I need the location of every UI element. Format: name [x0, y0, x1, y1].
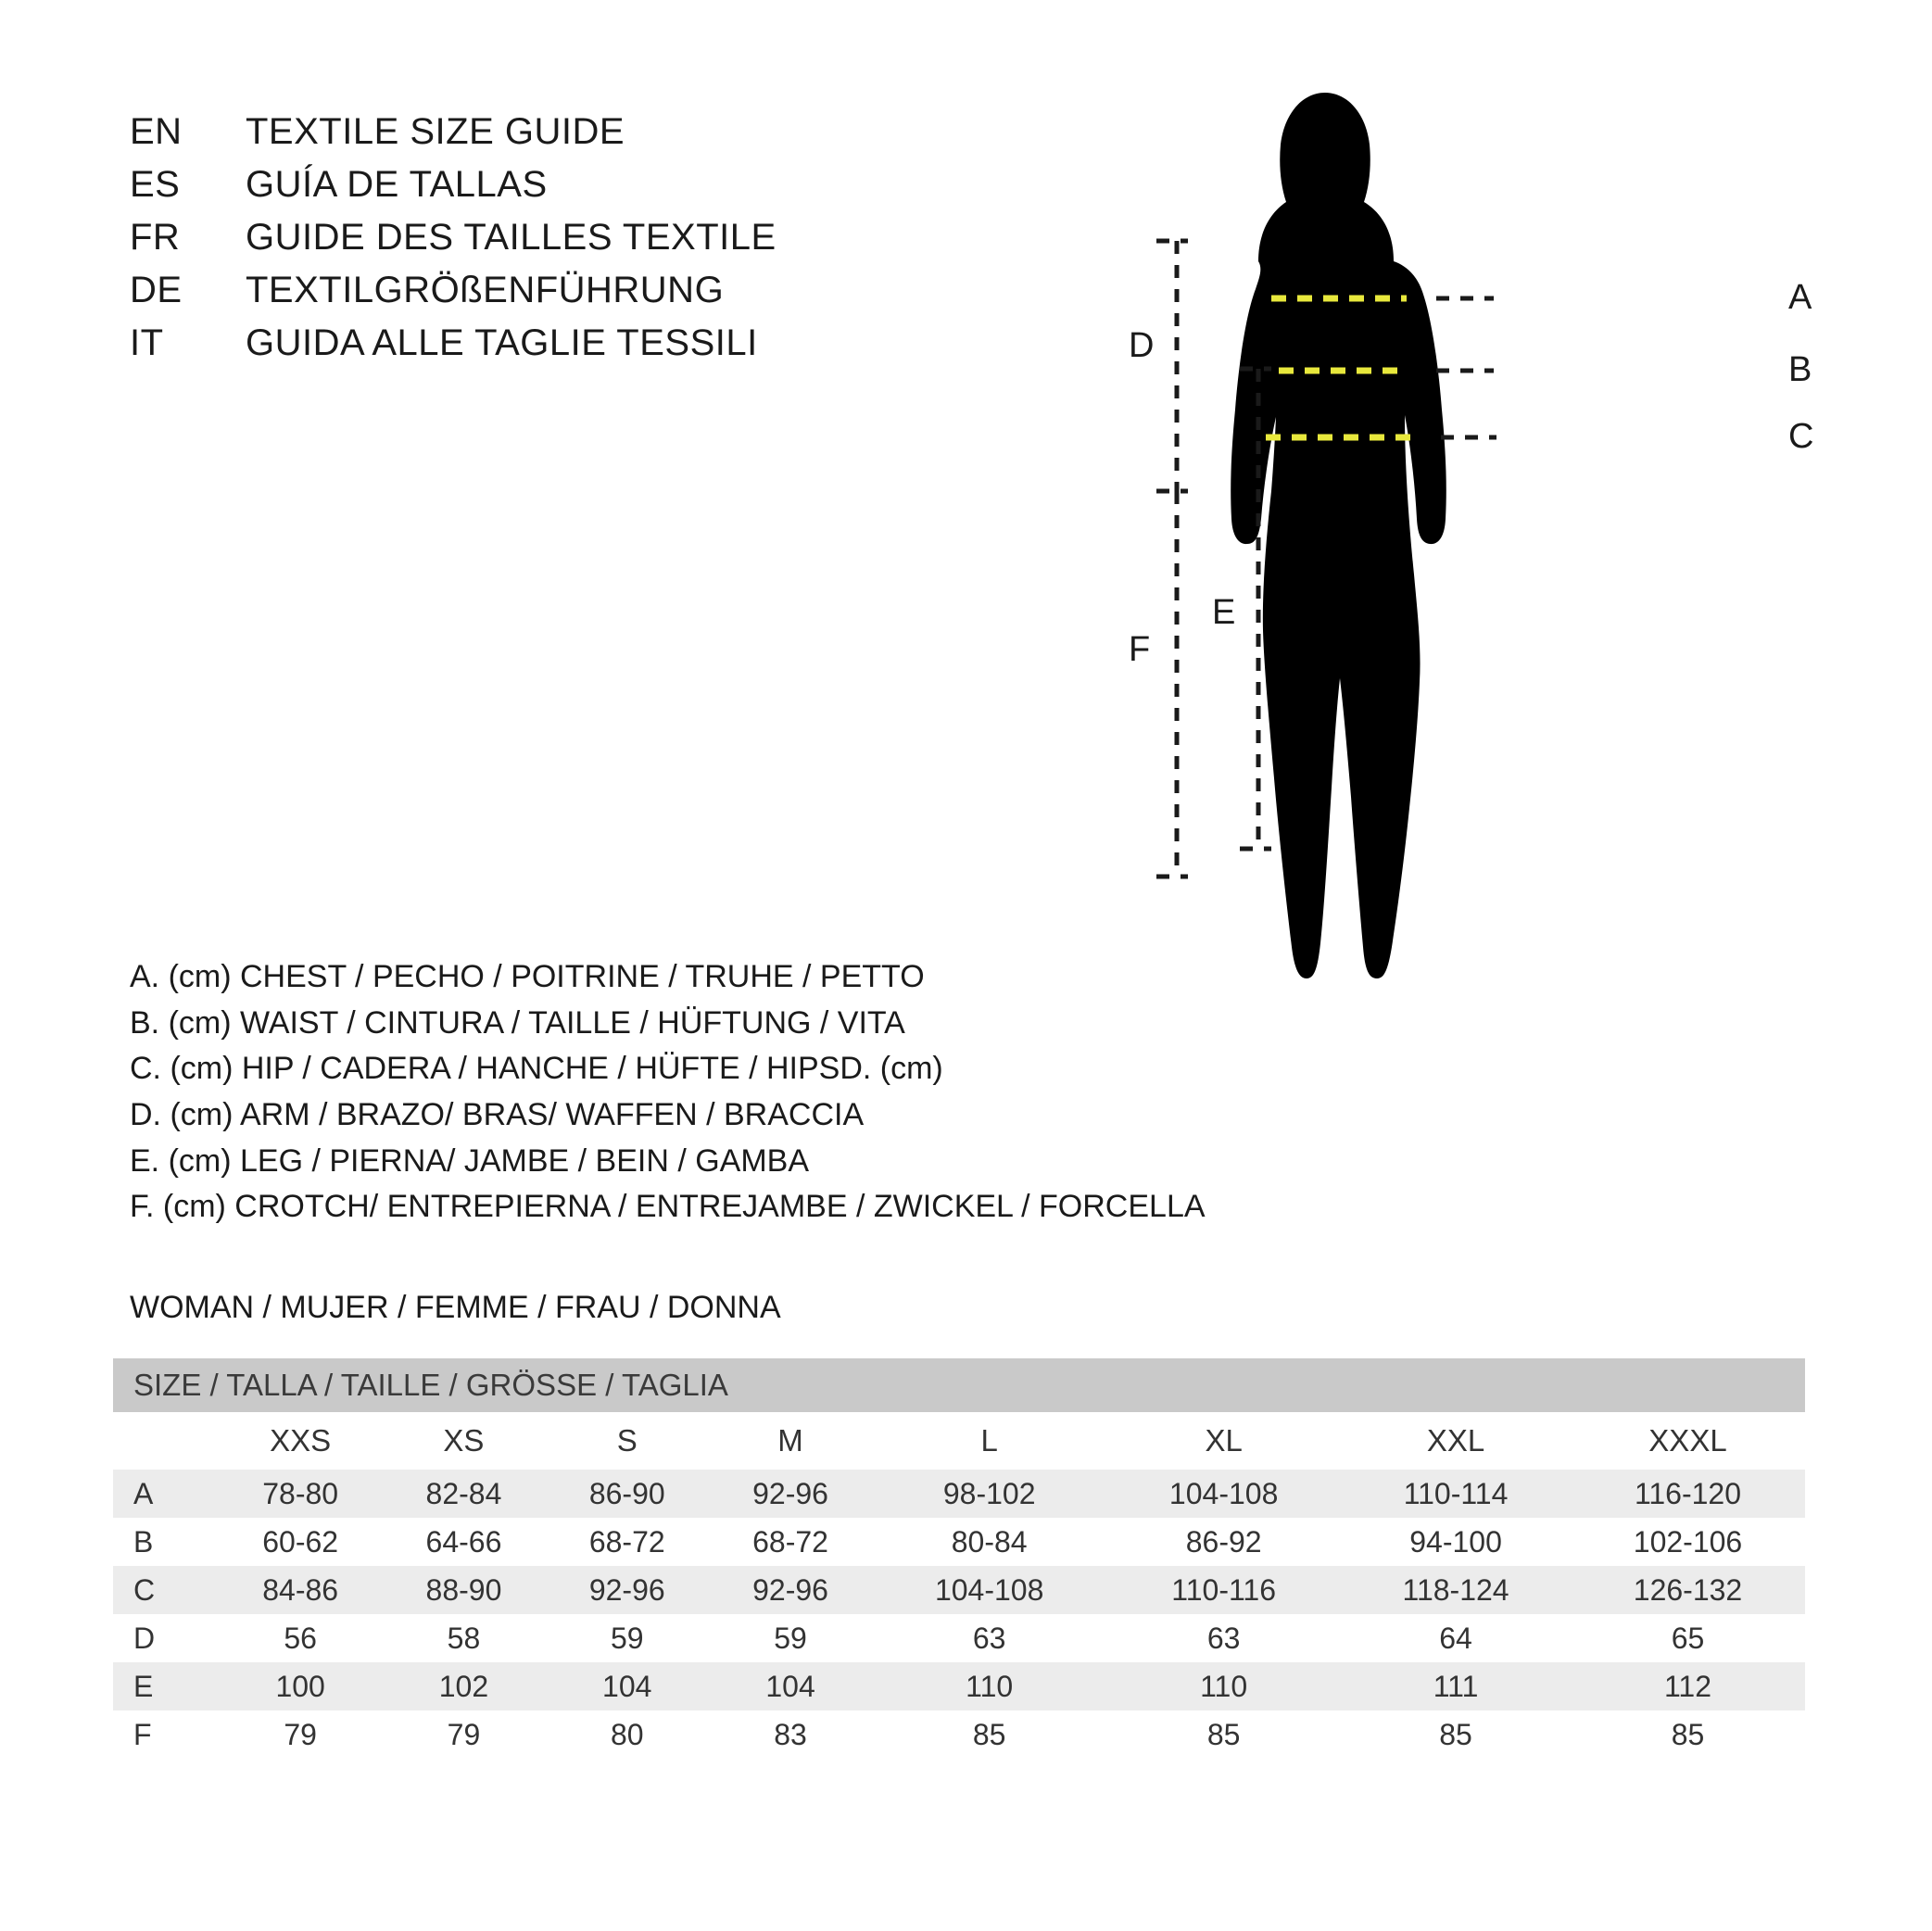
cell-e-m: 104	[765, 1669, 815, 1703]
table-band-label: SIZE / TALLA / TAILLE / GRÖSSE / TAGLIA	[133, 1368, 728, 1402]
table-row	[113, 1614, 1805, 1662]
cell-c-s: 92-96	[588, 1572, 665, 1607]
size-header-xs: XS	[443, 1423, 485, 1458]
marker-label-a: A	[1788, 278, 1812, 317]
cell-e-xxs: 100	[275, 1669, 325, 1703]
marker-label-f: F	[1129, 630, 1151, 669]
cell-a-xxxl: 116-120	[1634, 1476, 1742, 1510]
cell-b-s: 68-72	[588, 1524, 665, 1559]
marker-label-b: B	[1788, 350, 1812, 389]
cell-f-xxs: 79	[284, 1717, 317, 1751]
cell-c-l: 104-108	[934, 1572, 1044, 1607]
cell-a-m: 92-96	[752, 1476, 828, 1510]
size-header-xl: XL	[1205, 1423, 1243, 1458]
row-label-f: F	[133, 1717, 152, 1751]
row-label-a: A	[133, 1476, 154, 1510]
cell-a-xxl: 110-114	[1403, 1476, 1509, 1510]
legend-item-f: F. (cm) CROTCH/ ENTREPIERNA / ENTREJAMBE / ZWICKEL / FORCELLA	[130, 1189, 1206, 1225]
language-code-de: DE	[130, 270, 183, 310]
cell-f-xl: 85	[1206, 1717, 1241, 1751]
cell-a-l: 98-102	[942, 1476, 1036, 1510]
title-text-es: GUÍA DE TALLAS	[246, 164, 548, 205]
cell-a-xxs: 78-80	[262, 1476, 339, 1510]
cell-c-xxxl: 126-132	[1633, 1572, 1743, 1607]
size-row-corner	[113, 1412, 219, 1470]
cell-d-l: 63	[972, 1621, 1006, 1655]
table-row	[113, 1662, 1805, 1710]
cell-f-xxl: 85	[1439, 1717, 1472, 1751]
cell-d-xs: 58	[447, 1621, 481, 1655]
cell-b-xxl: 94-100	[1409, 1524, 1502, 1559]
size-header-m: M	[777, 1423, 803, 1458]
row-label-d: D	[133, 1621, 156, 1655]
cell-c-xs: 88-90	[425, 1572, 502, 1607]
cell-d-s: 59	[610, 1621, 644, 1655]
title-row-es	[130, 164, 890, 206]
title-row-fr	[130, 217, 890, 259]
cell-e-s: 104	[602, 1669, 652, 1703]
cell-b-xxs: 60-62	[262, 1524, 339, 1559]
cell-a-xl: 104-108	[1168, 1476, 1279, 1510]
cell-d-xxxl: 65	[1671, 1621, 1705, 1655]
legend-item-d: D. (cm) ARM / BRAZO/ BRAS/ WAFFEN / BRACCIA	[130, 1096, 865, 1132]
cell-d-xxl: 64	[1439, 1621, 1472, 1655]
table-row-sizes	[113, 1412, 1805, 1470]
cell-e-xxl: 111	[1433, 1669, 1479, 1703]
table-row	[113, 1566, 1805, 1614]
language-code-it: IT	[130, 322, 164, 363]
figure-svg	[1140, 56, 1872, 1195]
cell-f-xs: 79	[447, 1717, 481, 1751]
legend-item-a: A. (cm) CHEST / PECHO / POITRINE / TRUHE / PETTO	[130, 959, 925, 994]
row-label-e: E	[133, 1669, 154, 1703]
title-text-en: TEXTILE SIZE GUIDE	[246, 111, 625, 152]
cell-d-xl: 63	[1206, 1621, 1241, 1655]
cell-c-xl: 110-116	[1171, 1572, 1276, 1607]
title-text-de: TEXTILGRÖßENFÜHRUNG	[246, 270, 725, 310]
table-band-header	[113, 1358, 1805, 1412]
title-row-en	[130, 111, 890, 153]
marker-label-e: E	[1212, 593, 1236, 632]
table-row	[113, 1518, 1805, 1566]
language-code-fr: FR	[130, 217, 181, 258]
cell-f-l: 85	[972, 1717, 1006, 1751]
size-header-l: L	[980, 1423, 998, 1458]
size-header-xxs: XXS	[270, 1423, 332, 1458]
cell-b-xxxl: 102-106	[1633, 1524, 1743, 1559]
cell-a-s: 86-90	[588, 1476, 665, 1510]
language-code-es: ES	[130, 164, 181, 205]
category-heading: WOMAN / MUJER / FEMME / FRAU / DONNA	[130, 1290, 781, 1325]
legend-item-e: E. (cm) LEG / PIERNA/ JAMBE / BEIN / GAMBA	[130, 1142, 810, 1179]
cell-b-m: 68-72	[752, 1524, 828, 1559]
legend-block	[130, 954, 1242, 1231]
title-text-fr: GUIDE DES TAILLES TEXTILE	[246, 217, 777, 258]
legend-item-c: C. (cm) HIP / CADERA / HANCHE / HÜFTE / HIPSD. (cm)	[130, 1051, 943, 1087]
cell-c-xxl: 118-124	[1402, 1572, 1509, 1607]
size-header-s: S	[616, 1423, 638, 1458]
cell-e-xs: 102	[438, 1669, 489, 1703]
legend-item-b: B. (cm) WAIST / CINTURA / TAILLE / HÜFTUNG / VITA	[130, 1004, 905, 1041]
marker-label-c: C	[1788, 417, 1814, 456]
table-row	[113, 1710, 1805, 1759]
cell-f-m: 83	[774, 1717, 807, 1751]
cell-f-s: 80	[610, 1717, 644, 1751]
language-code-en: EN	[130, 111, 183, 152]
cell-b-l: 80-84	[951, 1524, 1028, 1559]
row-label-c: C	[133, 1572, 156, 1607]
cell-f-xxxl: 85	[1671, 1717, 1705, 1751]
cell-d-xxs: 56	[284, 1621, 317, 1655]
cell-c-m: 92-96	[752, 1572, 828, 1607]
cell-c-xxs: 84-86	[262, 1572, 339, 1607]
title-block	[130, 111, 890, 375]
size-header-xxxl: XXXL	[1648, 1423, 1727, 1458]
title-text-it: GUIDA ALLE TAGLIE TESSILI	[246, 322, 758, 363]
cell-e-xxxl: 112	[1663, 1669, 1711, 1703]
row-label-b: B	[133, 1524, 154, 1559]
cell-e-xl: 110	[1200, 1669, 1248, 1703]
title-row-it	[130, 322, 890, 364]
cell-d-m: 59	[774, 1621, 807, 1655]
woman-silhouette-icon	[1231, 93, 1446, 978]
cell-b-xl: 86-92	[1185, 1524, 1262, 1559]
cell-e-l: 110	[966, 1669, 1014, 1703]
size-header-xxl: XXL	[1426, 1423, 1485, 1458]
size-table	[113, 1358, 1805, 1759]
measurement-diagram	[1129, 56, 1872, 1195]
table-row	[113, 1470, 1805, 1518]
cell-b-xs: 64-66	[425, 1524, 502, 1559]
cell-a-xs: 82-84	[425, 1476, 502, 1510]
marker-label-d: D	[1129, 326, 1155, 365]
title-row-de	[130, 270, 890, 311]
